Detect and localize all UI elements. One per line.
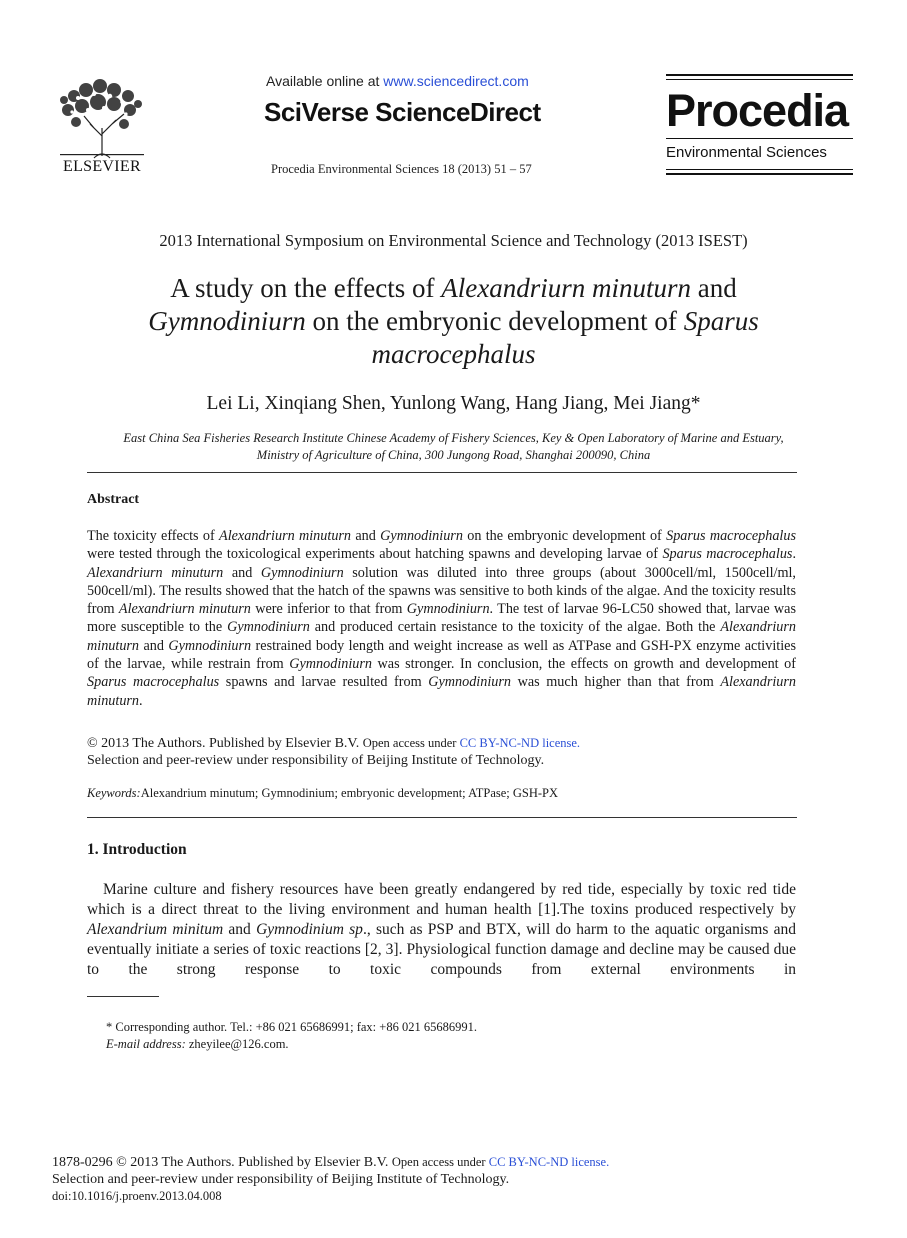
symposium-name: 2013 International Symposium on Environmental Science and Technology (2013 ISEST) bbox=[159, 231, 748, 250]
title-text: A study on the effects of bbox=[170, 273, 442, 303]
journal-reference: Procedia Environmental Sciences 18 (2013) 51 – 57 bbox=[271, 162, 532, 176]
keywords-label: Keywords: bbox=[87, 786, 141, 800]
title-species: Sparus bbox=[683, 306, 759, 336]
species-name: Alexandrium minitum bbox=[87, 921, 224, 938]
divider-rule bbox=[87, 472, 797, 473]
species-name: Gymnodiniurn bbox=[227, 619, 310, 636]
copyright-notice bbox=[87, 735, 796, 769]
intro-text: Marine culture and fishery resources have been greatly endangered by red tide, especially by toxic red tide which is a direct threat to the living environment and human health [1].The toxins produced respectively by bbox=[87, 881, 796, 918]
procedia-top-rule-thin bbox=[666, 79, 853, 80]
sciencedirect-link[interactable]: www.sciencedirect.com bbox=[383, 73, 529, 89]
procedia-mid-rule bbox=[666, 138, 853, 139]
species-name: Gymnodiniurn bbox=[289, 656, 373, 673]
open-access-label: Open access under bbox=[362, 736, 460, 750]
abstract-text: spawns and larvae resulted from bbox=[219, 674, 429, 691]
open-access-label: Open access under bbox=[391, 1155, 489, 1169]
introduction-paragraph bbox=[87, 880, 796, 1000]
species-name: Gymnodiniurn bbox=[380, 528, 463, 544]
abstract-text: and produced certain resistance to the toxicity of the algae. Both the bbox=[309, 619, 721, 636]
procedia-bottom-rule-thin bbox=[666, 169, 853, 170]
peer-review-line: Selection and peer-review under responsibility of Beijing Institute of Technology. bbox=[52, 1171, 510, 1187]
footnote-rule bbox=[87, 996, 159, 997]
species-name: Alexandriurn minuturn bbox=[87, 619, 796, 654]
species-name: Alexandriurn minuturn bbox=[87, 674, 797, 709]
title-species: Gymnodiniurn bbox=[148, 306, 306, 336]
procedia-bottom-rule bbox=[666, 173, 853, 175]
peer-review-line: Selection and peer-review under responsibility of Beijing Institute of Technology. bbox=[87, 752, 545, 768]
introduction-body bbox=[87, 880, 796, 1000]
abstract-text: was much higher than that from bbox=[511, 674, 721, 691]
elsevier-wordmark: ELSEVIER bbox=[63, 158, 141, 175]
divider-rule bbox=[87, 817, 797, 818]
abstract-heading: Abstract bbox=[87, 492, 140, 507]
species-name: Gymnodinium sp bbox=[256, 921, 363, 938]
title-text: and bbox=[690, 273, 737, 303]
abstract-text: were inferior to that from bbox=[250, 601, 407, 618]
abstract-text: solution was diluted into three groups (about 3000cell/ml, 1500cell/ml, 500cell/ml). The results showed that the hatch of the spawns was sensitive to both kinds of the algae. And the toxicity results from bbox=[87, 564, 796, 618]
intro-text: and bbox=[223, 921, 257, 938]
keywords bbox=[87, 786, 796, 801]
sciverse-sciencedirect-brand: SciVerse ScienceDirect bbox=[264, 97, 541, 127]
license-link[interactable]: CC BY-NC-ND license. bbox=[488, 1155, 610, 1169]
author-list: Lei Li, Xinqiang Shen, Yunlong Wang, Hang Jiang, Mei Jiang* bbox=[206, 393, 701, 414]
procedia-logo bbox=[666, 74, 853, 178]
species-name: Sparus macrocephalus bbox=[662, 546, 793, 563]
title-text: on the embryonic development of bbox=[305, 306, 684, 336]
species-name: Gymnodiniurn bbox=[168, 637, 252, 654]
abstract-text: restrained body length and weight increase as well as ATPase and GSH-PX enzyme activities of the larvae, while restrain from bbox=[87, 637, 796, 673]
email-label: E-mail address: bbox=[106, 1037, 186, 1051]
license-link[interactable]: CC BY-NC-ND license. bbox=[459, 736, 581, 750]
abstract-text: . bbox=[792, 546, 797, 563]
species-name: Alexandriurn minuturn bbox=[219, 528, 352, 544]
abstract-text: and bbox=[139, 637, 169, 654]
abstract-text: was stronger. In conclusion, the effects on growth and development of bbox=[372, 656, 796, 673]
abstract-text: were tested through the toxicological experiments about hatching spawns and developing larvae of bbox=[87, 546, 663, 563]
paper-title bbox=[0, 272, 907, 371]
procedia-subtitle: Environmental Sciences bbox=[666, 144, 827, 161]
abstract-text: . bbox=[139, 692, 143, 709]
keywords-list: Alexandrium minutum; Gymnodinium; embryonic development; ATPase; GSH-PX bbox=[140, 786, 559, 800]
footnote bbox=[106, 1019, 477, 1053]
corresponding-author: * Corresponding author. Tel.: +86 021 65686991; fax: +86 021 65686991. bbox=[106, 1020, 477, 1034]
procedia-top-rule bbox=[666, 74, 853, 76]
abstract-text: and bbox=[351, 528, 381, 544]
affiliation-line: Ministry of Agriculture of China, 300 Jungong Road, Shanghai 200090, China bbox=[256, 448, 651, 462]
author-affiliation bbox=[0, 430, 907, 464]
abstract-text: The toxicity effects of bbox=[87, 528, 220, 544]
title-species: Alexandriurn minuturn bbox=[441, 273, 691, 303]
abstract-text: . The test of larvae 96-LC50 showed that, larvae was more susceptible to the bbox=[87, 601, 796, 636]
doi: doi:10.1016/j.proenv.2013.04.008 bbox=[52, 1189, 222, 1203]
species-name: Gymnodiniurn bbox=[260, 564, 344, 581]
available-online-label: Available online at bbox=[266, 73, 384, 89]
copyright-line: © 2013 The Authors. Published by Elsevier B.V. bbox=[87, 736, 363, 751]
issn-copyright: 1878-0296 © 2013 The Authors. Published by Elsevier B.V. bbox=[52, 1155, 392, 1170]
abstract-text: and bbox=[223, 564, 261, 581]
affiliation-line: East China Sea Fisheries Research Institute Chinese Academy of Fishery Sciences, Key & Open Laboratory of Marine and Estuary, bbox=[123, 431, 784, 445]
available-online-text bbox=[266, 73, 529, 89]
page-footer bbox=[52, 1154, 609, 1205]
species-name: Sparus macrocephalus bbox=[87, 674, 220, 691]
species-name: Gymnodiniurn bbox=[428, 674, 511, 691]
procedia-wordmark: Procedia bbox=[666, 85, 849, 136]
email-address: zheyilee@126.com. bbox=[185, 1037, 289, 1051]
intro-text: ., such as PSP and BTX, will do harm to the aquatic organisms and eventually initiate a series of toxic reactions [2, 3]. Physiological function damage and decline may be caused due to the strong response to toxic compounds from external environments in bbox=[87, 921, 797, 978]
section-heading: 1. Introduction bbox=[87, 841, 187, 858]
species-name: Gymnodiniurn bbox=[406, 601, 490, 618]
species-name: Alexandriurn minuturn bbox=[118, 601, 251, 618]
abstract-text: on the embryonic development of bbox=[462, 528, 667, 544]
species-name: Alexandriurn minuturn bbox=[87, 564, 224, 581]
species-name: Sparus macrocephalus bbox=[666, 528, 796, 544]
abstract-body bbox=[87, 527, 796, 710]
title-species: macrocephalus bbox=[371, 339, 536, 369]
